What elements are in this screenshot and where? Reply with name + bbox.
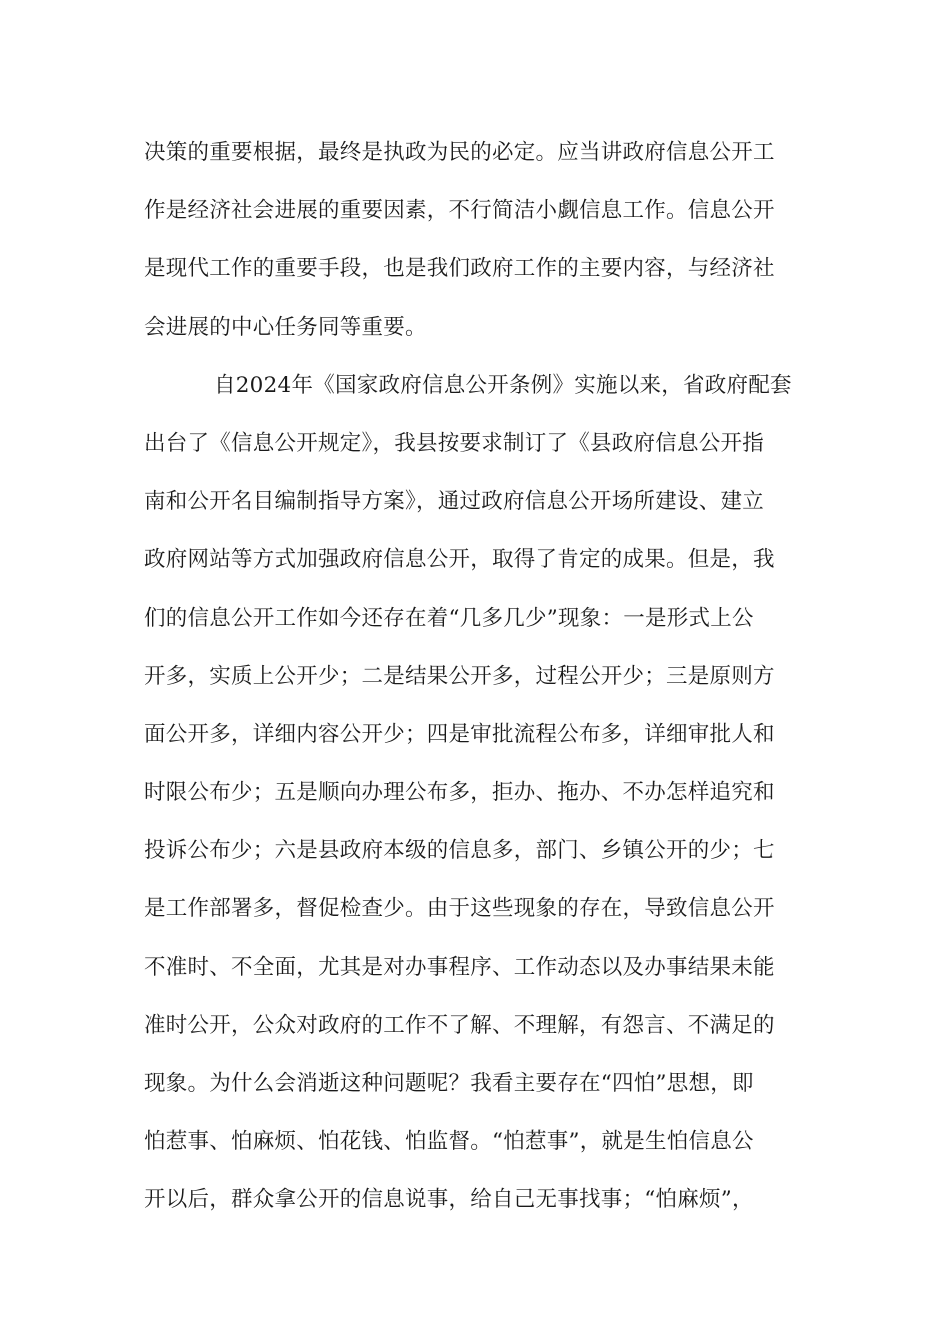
text-line: 是现代工作的重要手段，也是我们政府工作的主要内容，与经济社	[144, 256, 775, 282]
text-line: 南和公开名目编制指导方案》，通过政府信息公开场所建设、建立	[144, 489, 765, 515]
text-line: 时限公布少；五是顺向办理公布多，拒办、拖办、不办怎样追究和	[144, 780, 775, 806]
text-line: 是工作部署多，督促检查少。由于这些现象的存在，导致信息公开	[144, 896, 775, 922]
text-line: 准时公开，公众对政府的工作不了解、不理解，有怨言、不满足的	[144, 1012, 775, 1038]
text-line: 决策的重要根据，最终是执政为民的必定。应当讲政府信息公开工	[144, 140, 775, 165]
text-line: 政府网站等方式加强政府信息公开，取得了肯定的成果。但是，我	[144, 547, 775, 573]
text-line: 们的信息公开工作如今还存在着“几多几少”现象：一是形式上公	[144, 605, 754, 631]
text-line: 现象。为什么会消逝这种问题呢？我看主要存在“四怕”思想，即	[144, 1071, 754, 1096]
text-line: 开以后，群众拿公开的信息说事，给自己无事找事；“怕麻烦”，	[144, 1187, 754, 1213]
text-line: 作是经济社会进展的重要因素，不行简洁小觑信息工作。信息公开	[144, 198, 775, 224]
text-line: 会进展的中心任务同等重要。	[144, 314, 427, 340]
text-line: 投诉公布少；六是县政府本级的信息多，部门、乡镇公开的少；七	[144, 838, 775, 864]
text-line: 不准时、不全面，尤其是对办事程序、工作动态以及办事结果未能	[144, 954, 775, 980]
text-line: 面公开多，详细内容公开少；四是审批流程公布多，详细审批人和	[144, 721, 775, 747]
text-line: 出台了《信息公开规定》，我县按要求制订了《县政府信息公开指	[144, 430, 765, 456]
text-line: 怕惹事、怕麻烦、怕花钱、怕监督。“怕惹事”，就是生怕信息公	[144, 1129, 754, 1155]
text-line: 开多，实质上公开少；二是结果公开多，过程公开少；三是原则方	[144, 663, 775, 689]
paragraph-first-line: 自2024年《国家政府信息公开条例》实施以来，省政府配套	[214, 372, 792, 398]
body-text	[144, 124, 824, 1230]
